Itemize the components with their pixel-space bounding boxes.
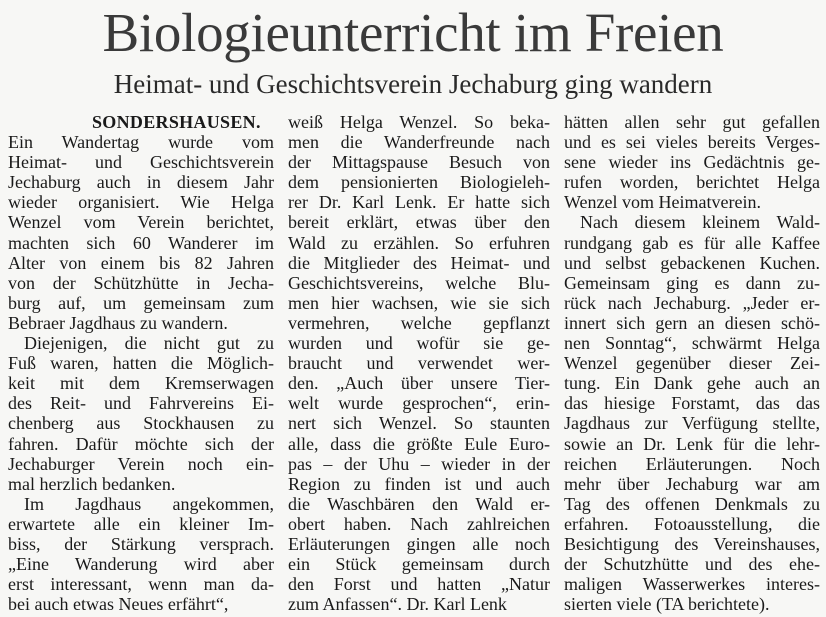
column-line	[8, 112, 274, 132]
article-subheadline: Heimat- und Geschichtsverein Jechaburg ging wandern	[113, 69, 713, 99]
column-line: sowie an Dr. Lenk für die lehr-	[564, 433, 820, 454]
column-line: innert sich gern an diesen schö-	[564, 312, 820, 333]
column-line: burg auf, um gemeinsam zum	[8, 292, 274, 313]
column-line: mal herzlich bedanken.	[8, 473, 176, 494]
column-line: Wenzel vom Heimatverein.	[564, 192, 761, 213]
column-line: den. „Auch über unsere Tier-	[288, 373, 550, 394]
column-line: welt wurde gesprochen“, erin-	[288, 393, 550, 414]
column-line: die Mitglieder des Heimat- und	[288, 252, 550, 273]
column-line: Fuß waren, hatten die Möglich-	[8, 353, 274, 374]
column-line: Wald zu erzählen. So erfuhren	[288, 232, 550, 253]
column-line: rundgang gab es für alle Kaffee	[564, 232, 820, 253]
column-line: men hier wachsen, wie sie sich	[288, 292, 550, 313]
column-line: rück nach Jechaburg. „Jeder er-	[564, 292, 820, 313]
column-line: alle, dass die größte Eule Euro-	[288, 433, 550, 454]
column-line: sierten viele (TA berichtete).	[564, 594, 770, 615]
column-line: hätten allen sehr gut gefallen	[564, 112, 820, 132]
column-line: Tag des offenen Denkmals zu	[564, 493, 820, 514]
column-line: der Schutzhütte und des ehe-	[564, 554, 820, 575]
column-line: weiß Helga Wenzel. So beka-	[288, 112, 550, 132]
column-line: obert haben. Nach zahlreichen	[288, 513, 550, 534]
column-line: des Reit- und Fahrvereins Ei-	[8, 393, 274, 414]
column-line: Nach diesem kleinem Wald-	[580, 212, 820, 233]
article-headline: Biologieunterricht im Freien	[102, 2, 724, 63]
column-line: der Mittagspause Besuch von	[288, 152, 550, 173]
column-line: keit mit dem Kremserwagen	[8, 373, 274, 394]
column-line: und es sei vieles bereits Verges-	[564, 132, 820, 153]
column-line: nen Sonntag“, schwärmt Helga	[564, 333, 820, 354]
article-column-3	[564, 112, 820, 614]
column-line: Bebraer Jagdhaus zu wandern.	[8, 312, 228, 333]
column-line: wurden und wofür sie ge-	[288, 333, 550, 354]
column-line: dem pensionierten Biologieleh-	[288, 172, 550, 193]
column-line: maligen Wasserwerkes interes-	[564, 574, 820, 595]
column-line: Diejenigen, die nicht gut zu	[24, 333, 274, 354]
column-line: Gemeinsam ging es dann zu-	[564, 272, 820, 293]
column-line: ein Stück gemeinsam durch	[288, 554, 550, 575]
column-line: machten sich 60 Wanderer im	[8, 232, 274, 253]
column-line: men die Wanderfreunde nach	[288, 132, 550, 153]
article-column-1	[8, 112, 274, 614]
column-line: vermehren, welche gepflanzt	[288, 312, 550, 333]
column-line: Jechaburger Verein noch ein-	[8, 453, 274, 474]
column-line: Jagdhaus zur Verfügung stellte,	[564, 413, 820, 434]
column-line: zum Anfassen“. Dr. Karl Lenk	[288, 594, 507, 615]
column-line: Geschichtsvereins, welche Blu-	[288, 272, 550, 293]
column-line: wieder organisiert. Wie Helga	[8, 192, 274, 213]
column-line: Heimat- und Geschichtsverein	[8, 152, 274, 173]
column-line: nert sich Wenzel. So staunten	[288, 413, 550, 434]
column-line: Ein Wandertag wurde vom	[8, 132, 274, 153]
column-line: bereit erklärt, etwas über den	[288, 212, 550, 233]
column-line: Jechaburg auch in diesem Jahr	[8, 172, 274, 193]
column-line: Wenzel vom Verein berichtet,	[8, 212, 274, 233]
column-line: von der Schützhütte in Jecha-	[8, 272, 274, 293]
column-line: erwartete alle ein kleiner Im-	[8, 513, 274, 534]
column-line: pas – der Uhu – wieder in der	[288, 453, 550, 474]
column-line: bei auch etwas Neues erfährt“,	[8, 594, 229, 615]
column-line: sene wieder ins Gedächtnis ge-	[564, 152, 820, 173]
column-line: „Eine Wanderung wird aber	[8, 554, 274, 575]
column-line: Region zu finden ist und auch	[288, 473, 550, 494]
column-line: Im Jagdhaus angekommen,	[24, 493, 274, 514]
column-line: Besichtigung des Vereinshauses,	[564, 533, 820, 554]
column-line: mehr über Jechaburg war am	[564, 473, 820, 494]
column-line: Wenzel gegenüber dieser Zei-	[564, 353, 820, 374]
column-line: das hiesige Forstamt, das das	[564, 393, 820, 414]
column-line: biss, der Stärkung versprach.	[8, 533, 274, 554]
column-line: den Forst und hatten „Natur	[288, 574, 550, 595]
column-line: braucht und verwendet wer-	[288, 353, 550, 374]
column-line: chenberg aus Stockhausen zu	[8, 413, 274, 434]
column-line: Alter von einem bis 82 Jahren	[8, 252, 274, 273]
dateline: SONDERSHAUSEN.	[92, 112, 261, 132]
column-line: tung. Ein Dank gehe auch an	[564, 373, 820, 394]
column-line: erst interessant, wenn man da-	[8, 574, 274, 595]
column-line: Erläuterungen gingen alle noch	[288, 533, 550, 554]
column-line: und selbst gebackenen Kuchen.	[564, 252, 820, 273]
column-line: fahren. Dafür möchte sich der	[8, 433, 274, 454]
column-line: reichen Erläuterungen. Noch	[564, 453, 820, 474]
column-line: rufen worden, berichtet Helga	[564, 172, 820, 193]
article-column-2	[288, 112, 550, 614]
column-line: erfahren. Fotoausstellung, die	[564, 513, 820, 534]
column-line: rer Dr. Karl Lenk. Er hatte sich	[288, 192, 550, 213]
column-line: die Waschbären den Wald er-	[288, 493, 550, 514]
